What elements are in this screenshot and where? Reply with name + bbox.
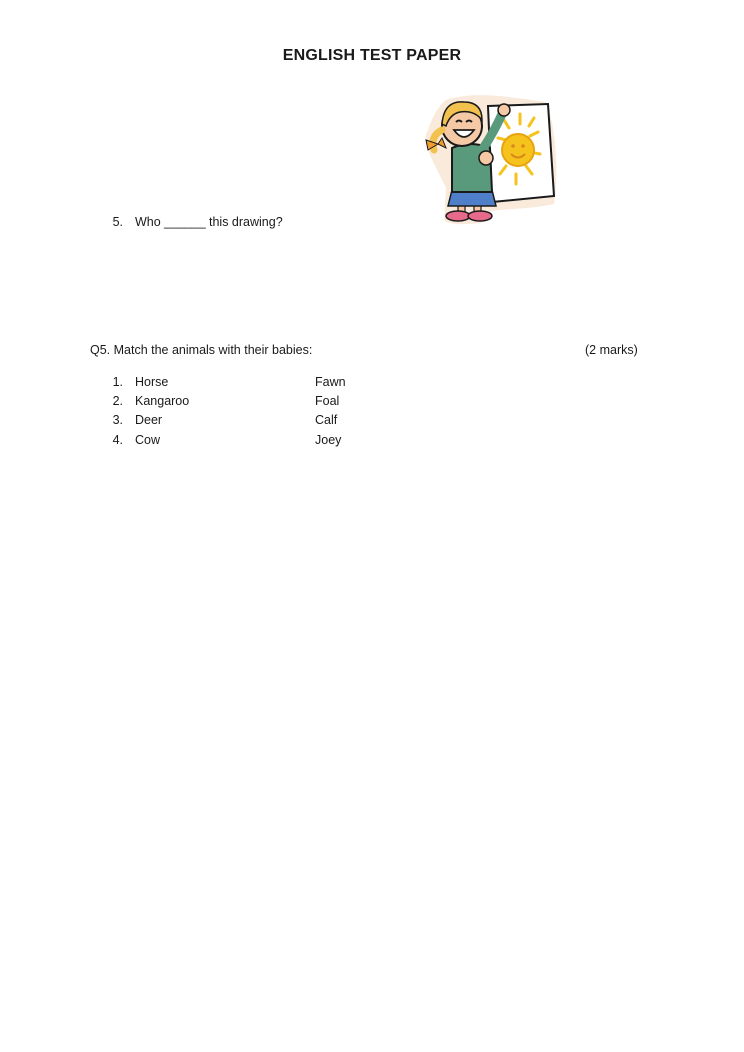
match-row (0, 374, 744, 392)
question-5-line (0, 214, 744, 232)
question-text-before: Who (135, 215, 161, 229)
row-number: 1. (112, 375, 123, 389)
question-text-after: this drawing? (209, 215, 283, 229)
row-number: 2. (112, 394, 123, 408)
girl-holding-sun-drawing-icon (416, 92, 560, 226)
baby-name: Joey (315, 433, 342, 447)
animal-name: Horse (135, 375, 169, 389)
animal-name: Deer (135, 413, 163, 427)
baby-name: Fawn (315, 375, 346, 389)
animal-name: Kangaroo (135, 394, 190, 408)
baby-name: Calf (315, 413, 338, 427)
animal-name: Cow (135, 433, 161, 447)
match-row (0, 412, 744, 430)
question-blank: ______ (164, 215, 206, 229)
marks-label: (2 marks) (585, 343, 638, 357)
question-number: 5. (112, 215, 123, 229)
page-title: ENGLISH TEST PAPER (282, 47, 462, 64)
match-row (0, 393, 744, 411)
row-number: 4. (112, 433, 123, 447)
row-number: 3. (112, 413, 123, 427)
baby-name: Foal (315, 394, 340, 408)
match-row (0, 432, 744, 450)
match-question-heading: Q5. Match the animals with their babies: (90, 343, 313, 357)
